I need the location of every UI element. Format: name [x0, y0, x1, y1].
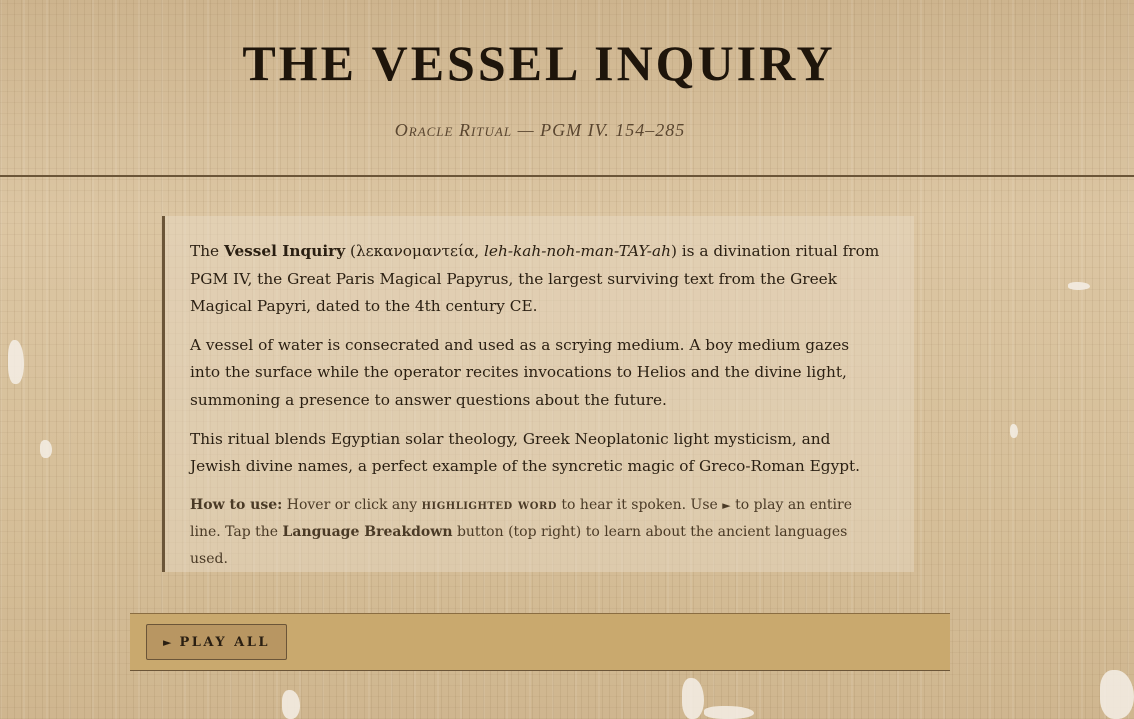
papyrus-flake	[40, 440, 52, 458]
papyrus-flake	[282, 690, 300, 719]
intro-paragraph-3: This ritual blends Egyptian solar theology, Greek Neoplatonic light mysticism, and Jewish divine names, a perfect example of the syncretic magic of Greco-Roman Egypt.	[190, 429, 861, 476]
greek-term: λεκανομαντεία	[355, 242, 475, 260]
papyrus-flake	[1100, 670, 1134, 719]
papyrus-flake	[8, 340, 24, 384]
intro-paragraph-1: The Vessel Inquiry (λεκανομαντεία, leh-kah-noh-man-TAY-ah) is a divination ritual from PGM IV, the Great Paris Magical Papyrus, the largest surviving text from the Greek Magical Papyri, dated to the 4th century CE.	[190, 242, 880, 316]
highlighted-word-example: highlighted word	[421, 496, 557, 513]
play-icon: ►	[722, 498, 731, 512]
how-to-use: How to use: Hover or click any highlighted word to hear it spoken. Use ► to play an entire line. Tap the Language Breakdown button (top right) to learn about the ancient languages used.	[190, 496, 853, 567]
play-all-button[interactable]	[146, 624, 287, 660]
papyrus-flake	[704, 706, 754, 719]
pronunciation: leh-kah-noh-man-TAY-ah	[484, 242, 671, 260]
play-all-label: PLAY ALL	[179, 634, 270, 650]
ritual-name: Vessel Inquiry	[223, 242, 346, 260]
papyrus-flake	[682, 678, 704, 719]
controls-bar	[130, 613, 950, 671]
page-header	[0, 0, 1134, 177]
intro-panel	[162, 216, 914, 572]
page-subtitle: Oracle Ritual — PGM IV. 154–285	[394, 120, 686, 140]
how-to-use-label: How to use:	[190, 496, 283, 513]
papyrus-flake	[1068, 282, 1090, 290]
intro-paragraph-2: A vessel of water is consecrated and used as a scrying medium. A boy medium gazes into the surface while the operator recites invocations to Helios and the divine light, summoning a presence to answer questions about the future.	[190, 335, 850, 409]
play-icon: ►	[163, 635, 172, 649]
page-title: THE VESSEL INQUIRY	[242, 35, 836, 91]
papyrus-flake	[1010, 424, 1018, 438]
language-breakdown-ref: Language Breakdown	[282, 523, 453, 540]
